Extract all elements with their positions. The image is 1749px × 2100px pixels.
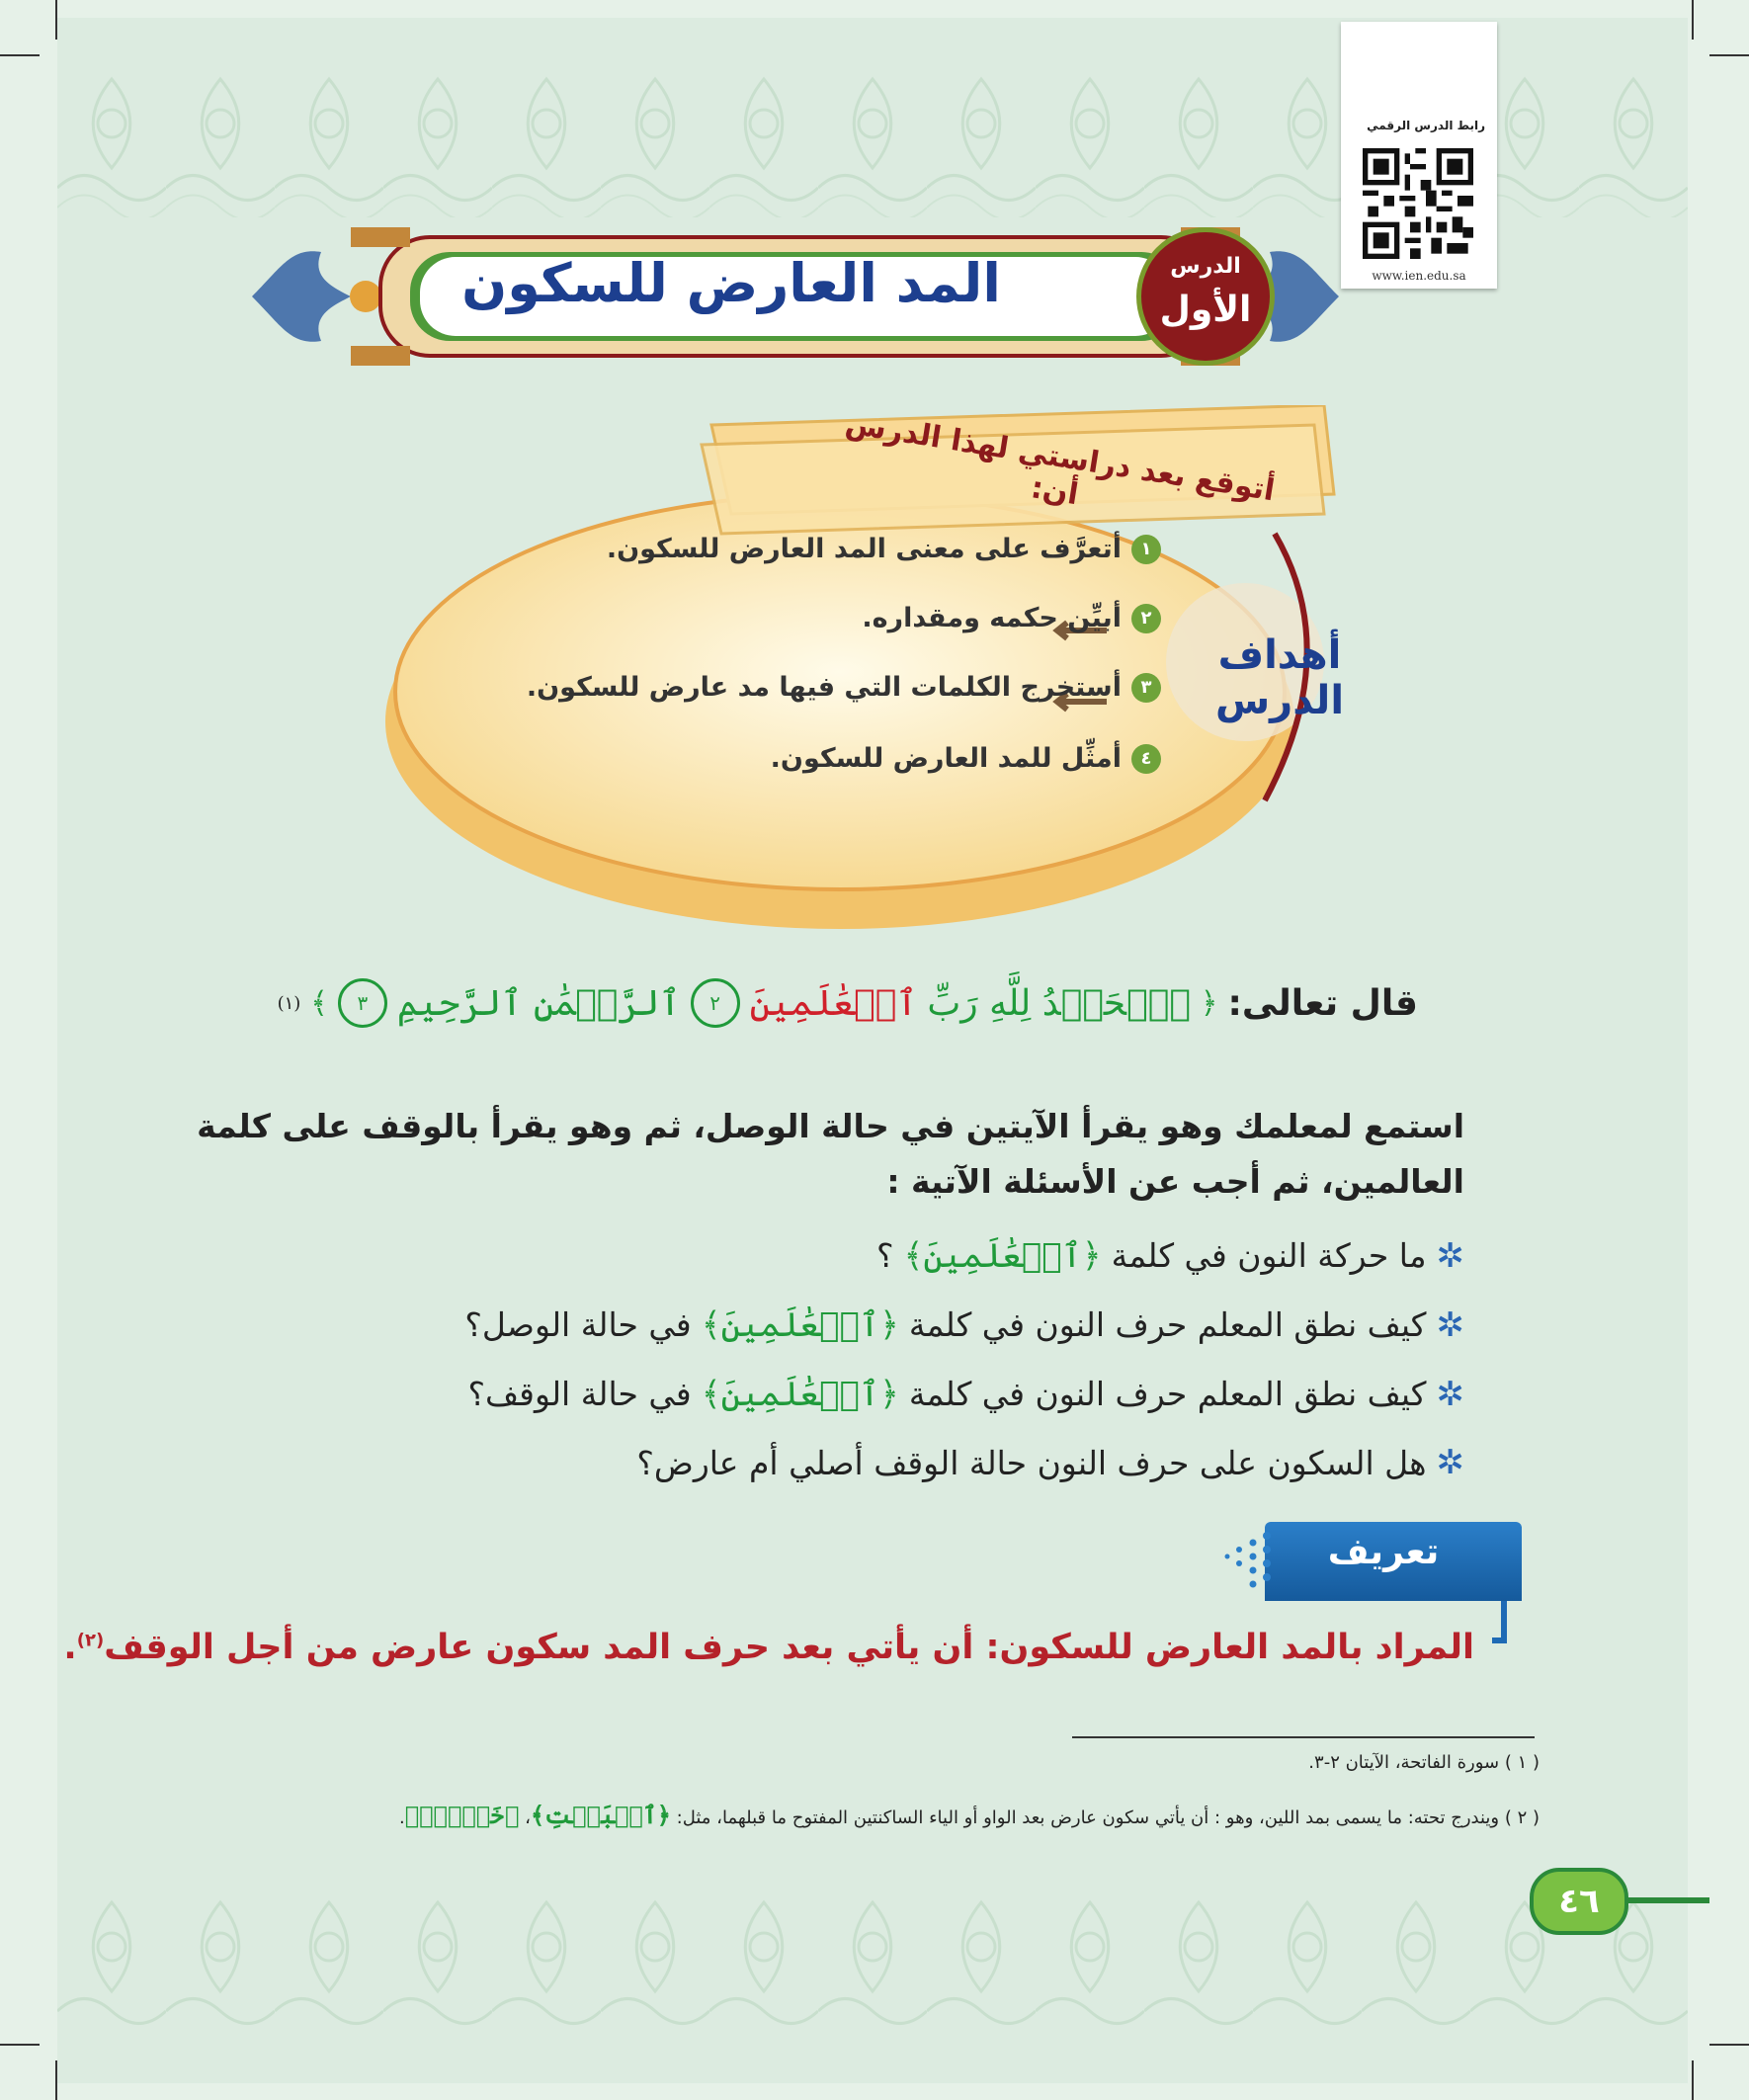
crop-mark — [0, 2044, 40, 2046]
question-item — [464, 1304, 1464, 1345]
quran-word: ﴿ٱلۡعَٰلَمِينَ﴾ — [701, 1305, 899, 1345]
footnote-2-text: ( ٢ ) ويندرج تحته: ما يسمى بمد اللين، وهو : أن يأتي سكون عارض بعد الواو أو الياء الساكنتين المفتوح ما قبلهما، مثل: — [676, 1807, 1540, 1828]
crop-mark — [1692, 0, 1694, 40]
crop-mark — [55, 2060, 57, 2100]
goal-item — [862, 603, 1161, 633]
lesson-title: المد العارض للسكون — [461, 252, 1001, 314]
star-bullet-icon: ✲ — [1436, 1374, 1464, 1414]
question-text: كيف نطق المعلم حرف النون في كلمة — [908, 1305, 1427, 1344]
goal-number: ٣ — [1131, 673, 1161, 703]
lesson-badge-label: الدرس — [1170, 254, 1241, 279]
question-text: ما حركة النون في كلمة — [1111, 1236, 1427, 1275]
goal-item — [771, 743, 1161, 774]
question-text-end: في حالة الوصل؟ — [464, 1305, 692, 1344]
quran-word: ﴿خَوۡفُۢ﴾ — [404, 1801, 520, 1829]
question-text: كيف نطق المعلم حرف النون في كلمة — [908, 1375, 1427, 1413]
footnote-separator: ، — [525, 1807, 531, 1828]
star-bullet-icon: ✲ — [1436, 1235, 1464, 1276]
qr-label: رابط الدرس الرقمي — [1367, 119, 1485, 132]
crop-mark — [55, 0, 57, 40]
footnote-1: ( ١ ) سورة الفاتحة، الآيتان ٢-٣. — [1308, 1752, 1540, 1773]
goal-text: أتعرَّف على معنى المد العارض للسكون. — [606, 534, 1122, 564]
quran-word: ﴿ٱلۡبَيۡتِ﴾ — [530, 1801, 671, 1829]
goal-number: ١ — [1131, 535, 1161, 564]
definition-connector — [1492, 1601, 1512, 1650]
goal-text: أستخرج الكلمات التي فيها مد عارض للسكون. — [526, 672, 1122, 703]
definition-text — [63, 1628, 1474, 1667]
star-bullet-icon: ✲ — [1436, 1304, 1464, 1345]
verse-intro: قال تعالى: — [1227, 982, 1418, 1024]
goals-label: أهداف الدرس — [1214, 632, 1345, 723]
verse-close-bracket: ﴾ — [310, 985, 328, 1021]
goal-item — [527, 672, 1161, 703]
page-number: ٤٦ — [1530, 1868, 1628, 1935]
qr-code-card[interactable] — [1341, 22, 1497, 289]
star-bullet-icon: ✲ — [1436, 1443, 1464, 1482]
lesson-number-badge — [1136, 227, 1275, 366]
quran-word: ﴿ٱلۡعَٰلَمِينَ﴾ — [701, 1375, 899, 1414]
question-item — [636, 1443, 1464, 1482]
goal-item — [607, 534, 1161, 564]
definition-body: المراد بالمد العارض للسكون: أن يأتي بعد حرف المد سكون عارض من أجل الوقف — [104, 1628, 1474, 1667]
goal-text: أمثِّل للمد العارض للسكون. — [770, 743, 1122, 774]
goal-text: أبيِّن حكمه ومقداره. — [862, 603, 1122, 633]
verse-part-2: ٱلۡعَٰلَمِينَ — [749, 982, 918, 1024]
goals-header: أتوقع بعد دراستي لهذا الدرس أن: — [843, 406, 1278, 513]
goal-number: ٢ — [1131, 604, 1161, 633]
question-text-end: في حالة الوقف؟ — [467, 1375, 692, 1413]
question-item — [876, 1235, 1464, 1276]
crop-mark — [1709, 54, 1749, 56]
qr-code-icon[interactable] — [1363, 148, 1473, 259]
footnote-2 — [399, 1801, 1540, 1829]
definition-tab-label: تعريف — [1327, 1532, 1440, 1572]
quran-word: ﴿ٱلۡعَٰلَمِينَ﴾ — [903, 1236, 1102, 1276]
footnote-ref: (٢) — [76, 1630, 105, 1651]
instruction-text: استمع لمعلمك وهو يقرأ الآيتين في حالة الوصل، ثم وهو يقرأ بالوقف على كلمة العالمين، ثم أجب عن الأسئلة الآتية : — [197, 1107, 1464, 1201]
footnote-divider — [1072, 1736, 1535, 1738]
crop-mark — [1709, 2044, 1749, 2046]
question-item — [468, 1374, 1465, 1414]
goal-number: ٤ — [1131, 744, 1161, 774]
question-text-end: ؟ — [875, 1236, 894, 1275]
lesson-badge-ordinal: الأول — [1159, 290, 1252, 330]
footnote-end: . — [399, 1807, 405, 1828]
crop-mark — [1692, 2060, 1694, 2100]
bottom-ornament-band — [57, 1892, 1688, 2041]
quran-verse — [232, 978, 1418, 1028]
ayah-number-icon: ٣ — [338, 978, 387, 1028]
question-text: هل السكون على حرف النون حالة الوقف أصلي أم عارض؟ — [636, 1443, 1427, 1482]
verse-part-1: ٱلۡحَمۡدُ لِلَّهِ رَبِّ — [927, 982, 1191, 1024]
verse-part-3: ٱلرَّحۡمَٰنِ ٱلرَّحِيمِ — [396, 982, 681, 1024]
definition-end: . — [63, 1628, 77, 1667]
verse-open-bracket: ﴿ — [1200, 985, 1218, 1021]
dots-pattern-icon — [1223, 1530, 1273, 1591]
footnote-ref: (١) — [277, 992, 301, 1014]
page-number-tail — [1621, 1897, 1709, 1903]
ayah-number-icon: ٢ — [691, 978, 740, 1028]
qr-url[interactable]: www.ien.edu.sa — [1372, 269, 1466, 283]
crop-mark — [0, 54, 40, 56]
